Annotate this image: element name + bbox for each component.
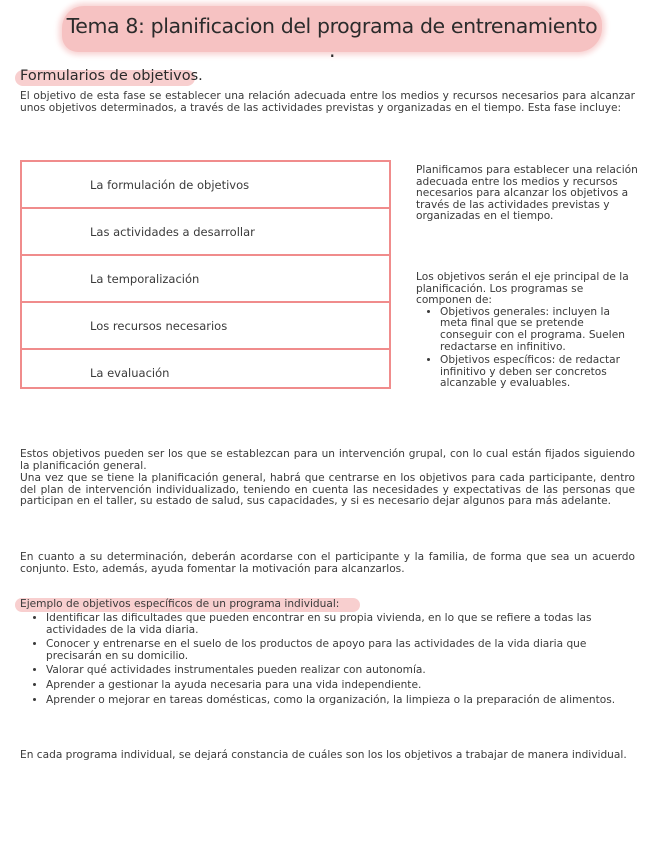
phase-item: La formulación de objetivos	[22, 162, 389, 209]
side-bullet: • Objetivos generales: incluyen la meta final que se pretende conseguir con el programa. Suelen redactarse en infinitivo.	[440, 307, 638, 353]
side-paragraph-1: Planificamos para establecer una relación adecuada entre los medios y recursos necesarios para alcanzar los objetivos a través de las actividades previstas y organizadas en el tiempo.	[416, 164, 638, 223]
side-bullet: • Objetivos específicos: de redactar infinitivo y deben ser concretos alcanzable y evaluables.	[440, 355, 638, 390]
example-bullet: • Conocer y entrenarse en el suelo de los productos de apoyo para las actividades de la vida diaria que precisarán en su domicilio.	[46, 639, 635, 662]
example-bullet: • Identificar las dificultades que pueden encontrar en su propia vivienda, en lo que se refiere a todas las actividades de la vida diaria.	[46, 613, 635, 636]
phase-item: La temporalización	[22, 256, 389, 303]
side-column	[416, 272, 638, 392]
side-paragraph-2: Los objetivos serán el eje principal de la planificación. Los programas se componen de:	[416, 271, 629, 307]
page-title: Tema 8: planificacion del programa de entrenamiento .	[66, 14, 598, 62]
example-heading: Ejemplo de objetivos específicos de un programa individual:	[20, 598, 340, 610]
example-bullet-list	[20, 613, 635, 709]
phases-table	[20, 160, 391, 389]
phase-item: La evaluación	[90, 365, 170, 380]
group-paragraph: Estos objetivos pueden ser los que se establezcan para un intervención grupal, con lo cual están fijados siguiendo la planificación general.	[20, 448, 635, 472]
individual-paragraph: Una vez que se tiene la planificación general, habrá que centrarse en los objetivos para cada participante, dentro del plan de intervención individualizado, teniendo en cuenta las necesidades y expectativas de las personas que participan en el taller, su estado de salud, sus capacidades, y si es necesario dejar algunos para más adelante.	[20, 472, 635, 508]
phase-item: Los recursos necesarios	[22, 303, 389, 350]
side-bullet-list	[416, 307, 638, 390]
section-heading: Formularios de objetivos.	[20, 68, 203, 84]
agreement-paragraph: En cuanto a su determinación, deberán acordarse con el participante y la familia, de forma que sea un acuerdo conjunto. Esto, además, ayuda fomentar la motivación para alcanzarlos.	[20, 551, 635, 575]
example-bullet: • Aprender a gestionar la ayuda necesaria para una vida independiente.	[46, 680, 635, 692]
intro-paragraph: El objetivo de esta fase se establecer una relación adecuada entre los medios y recursos necesarios para alcanzar unos objetivos determinados, a través de las actividades previstas y organizadas en el tiempo. Esta fase incluye:	[20, 90, 635, 114]
closing-paragraph: En cada programa individual, se dejará constancia de cuáles son los los objetivos a trabajar de manera individual.	[20, 749, 627, 761]
phase-item: Las actividades a desarrollar	[22, 209, 389, 256]
example-bullet: • Aprender o mejorar en tareas domésticas, como la organización, la limpieza o la preparación de alimentos.	[46, 695, 635, 707]
example-bullet: • Valorar qué actividades instrumentales pueden realizar con autonomía.	[46, 665, 635, 677]
